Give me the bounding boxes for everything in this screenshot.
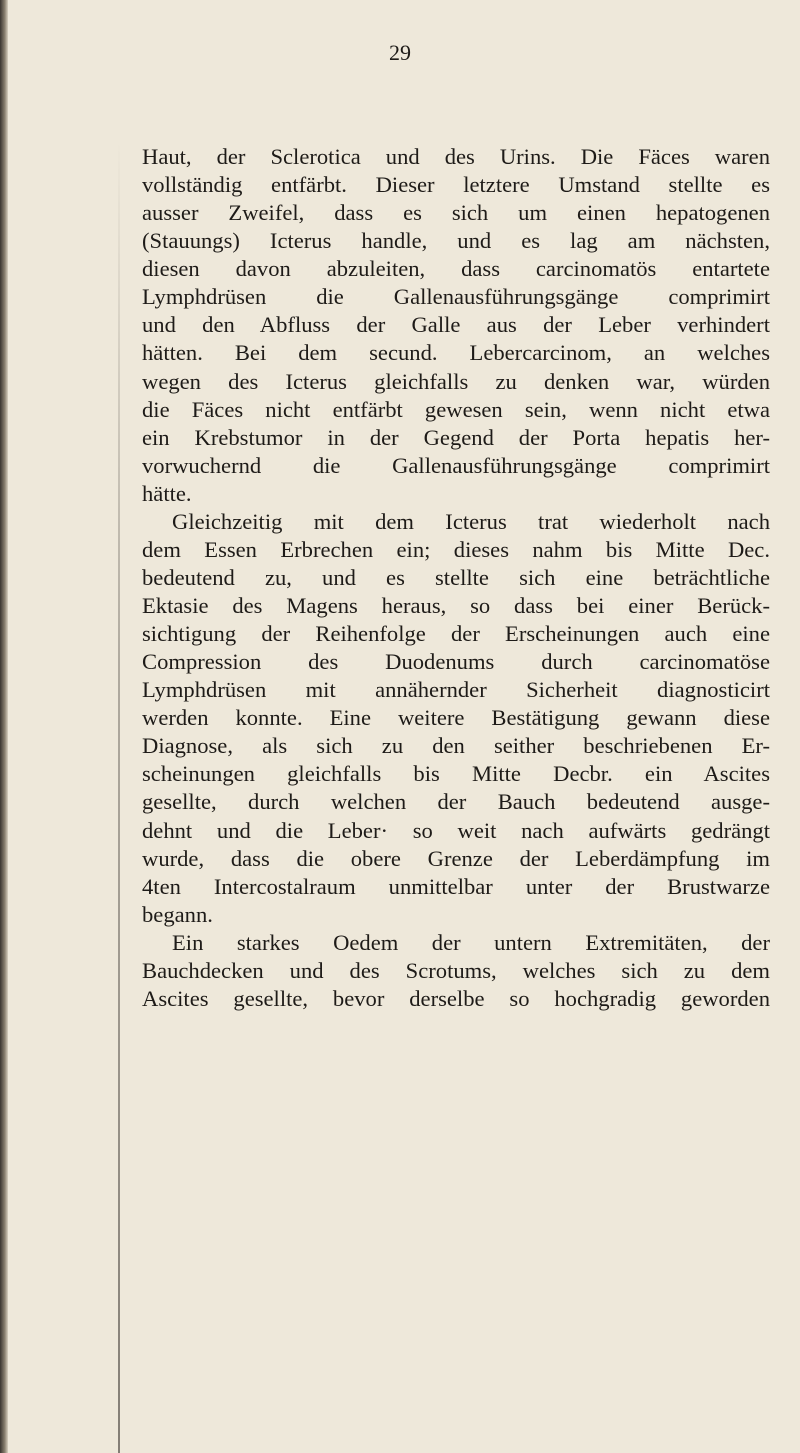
text-line: wurde, dass die obere Grenze der Leberdämpfung im bbox=[142, 845, 770, 871]
text-line: bedeutend zu, und es stellte sich eine beträchtliche bbox=[142, 564, 770, 590]
text-line: begann. bbox=[142, 901, 213, 927]
text-line: gesellte, durch welchen der Bauch bedeutend ausge- bbox=[142, 789, 770, 815]
text-line: (Stauungs) Icterus handle, und es lag am nächsten, bbox=[142, 228, 770, 254]
text-line: hätte. bbox=[142, 480, 192, 506]
paragraph bbox=[142, 929, 770, 1013]
text-line: 4ten Intercostalraum unmittelbar unter der Brustwarze bbox=[142, 873, 770, 899]
text-line: Compression des Duodenums durch carcinomatöse bbox=[142, 649, 770, 675]
body-text bbox=[142, 143, 770, 1013]
text-line: Lymphdrüsen mit annähernder Sicherheit diagnosticirt bbox=[142, 677, 770, 703]
text-line: die Fäces nicht entfärbt gewesen sein, wenn nicht etwa bbox=[142, 396, 770, 422]
text-line: hätten. Bei dem secund. Lebercarcinom, an welches bbox=[142, 340, 770, 366]
paragraph bbox=[142, 508, 770, 929]
text-line: wegen des Icterus gleichfalls zu denken war, würden bbox=[142, 368, 770, 394]
paragraph bbox=[142, 143, 770, 508]
text-line: dem Essen Erbrechen ein; dieses nahm bis Mitte Dec. bbox=[142, 536, 770, 562]
text-line: und den Abfluss der Galle aus der Leber verhindert bbox=[142, 312, 770, 338]
text-line: vollständig entfärbt. Dieser letztere Umstand stellte es bbox=[142, 172, 770, 198]
text-line: dehnt und die Leber· so weit nach aufwärts gedrängt bbox=[142, 817, 770, 843]
text-line: scheinungen gleichfalls bis Mitte Decbr. ein Ascites bbox=[142, 761, 770, 787]
page-number: 29 bbox=[389, 40, 411, 65]
text-line: diesen davon abzuleiten, dass carcinomatös entartete bbox=[142, 256, 770, 282]
binding-shadow bbox=[118, 140, 120, 1453]
text-line: Gleichzeitig mit dem Icterus trat wiederholt nach bbox=[172, 508, 770, 534]
text-line: werden konnte. Eine weitere Bestätigung gewann diese bbox=[142, 705, 770, 731]
text-line: vorwuchernd die Gallenausführungsgänge comprimirt bbox=[142, 452, 770, 478]
text-line: Ascites gesellte, bevor derselbe so hochgradig geworden bbox=[142, 985, 770, 1011]
text-line: ein Krebstumor in der Gegend der Porta hepatis her- bbox=[142, 424, 770, 450]
text-line: Lymphdrüsen die Gallenausführungsgänge comprimirt bbox=[142, 284, 770, 310]
text-line: Bauchdecken und des Scrotums, welches sich zu dem bbox=[142, 957, 770, 983]
text-line: Haut, der Sclerotica und des Urins. Die Fäces waren bbox=[142, 144, 770, 169]
page-edge bbox=[0, 0, 8, 1453]
text-line: Ektasie des Magens heraus, so dass bei einer Berück- bbox=[142, 593, 770, 618]
text-line: Ein starkes Oedem der untern Extremitäten, der bbox=[172, 929, 770, 955]
text-line: ausser Zweifel, dass es sich um einen hepatogenen bbox=[142, 200, 770, 226]
text-line: Diagnose, als sich zu den seither beschriebenen Er- bbox=[142, 733, 770, 759]
text-line: sichtigung der Reihenfolge der Erscheinungen auch eine bbox=[142, 621, 770, 647]
